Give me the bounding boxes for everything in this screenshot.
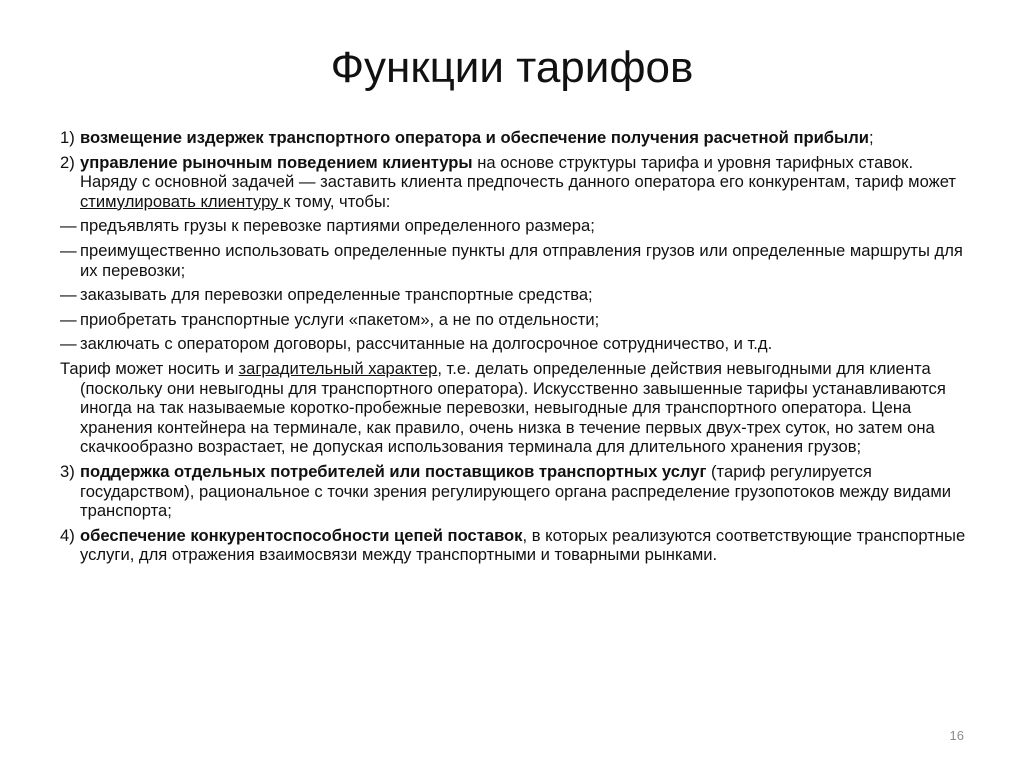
list-text-3 [80,462,970,521]
dash-item-3 [60,285,970,305]
dash-item-2 [60,241,970,280]
list-item-3 [60,462,970,521]
dash-text-3: заказывать для перевозки определенные транспортные средства; [80,285,593,305]
list-item-4 [60,526,970,565]
dash-text-4: приобретать транспортные услуги «пакетом», а не по отдельности; [80,309,600,329]
text-rest-3: (тариф регулируется государством), рациональное с точки зрения регулирующего органа распределение грузопотоков между видами транспорта; [80,461,952,521]
dash-text-1: предъявлять грузы к перевозке партиями определенного размера; [80,216,595,236]
list-item-2 [60,153,970,212]
list-item-1 [60,128,970,148]
dash-item-5 [60,334,970,354]
list-marker-1: 1) [60,128,75,147]
list-text-2 [80,153,970,212]
dash-item-1 [60,216,970,236]
page-number: 16 [949,728,964,743]
text-rest-1: ; [868,128,874,147]
bold-phrase-3: поддержка отдельных потребителей или поставщиков транспортных услуг [80,461,707,481]
dash-item-4 [60,310,970,330]
dash-marker-3: — [60,285,77,305]
text-rest-4: , в которых реализуются соответствующие транспортные услуги, для отражения взаимосвязи между транспортными и товарными рынками. [80,525,966,565]
paragraph-barrier-tariff [60,359,970,457]
dash-text-5: заключать с оператором договоры, рассчитанные на долгосрочное сотрудничество, и т.д. [80,334,773,354]
text-before-underline-p1: Тариф может носить и [60,358,239,378]
dash-marker-1: — [60,216,77,236]
slide-content [60,128,970,570]
list-text-4 [80,526,970,565]
text-after-underline-2: к тому, чтобы: [283,191,391,211]
text-after-underline-p1: , т.е. делать определенные действия невыгодными для клиента (поскольку они невыгодны для транспортного оператора). Искусственно завышенные тарифы устанавливаются иногда на так называемые коротко-пробежные перевозки, невыгодные для транспортного оператора. Цена хранения контейнера на терминале, как правило, очень низка в течение первых двух-трех суток, но затем она скачкообразно возрастает, не допуская использования терминала для длительного хранения грузов; [80,358,946,457]
bold-phrase-4: обеспечение конкурентоспособности цепей поставок [80,525,523,545]
dash-marker-4: — [60,309,77,329]
underlined-phrase-p1: заградительный характер [238,358,438,378]
list-marker-4: 4) [60,525,75,545]
list-marker-2: 2) [60,152,75,172]
bold-phrase-2: управление рыночным поведением клиентуры [80,152,473,172]
dash-marker-2: — [60,240,77,260]
dash-marker-5: — [60,334,77,354]
dash-text-2: преимущественно использовать определенные пункты для отправления грузов или определенные маршруты для их перевозки; [80,240,963,280]
list-marker-3: 3) [60,461,75,481]
underlined-phrase-2: стимулировать клиентуру [80,191,284,211]
text-before-underline-2: на основе структуры тарифа и уровня тарифных ставок. Наряду с основной задачей — заставить клиента предпочесть данного оператора его конкурентам, тариф может [80,152,956,192]
bold-phrase-1: возмещение издержек транспортного оператора и обеспечение получения расчетной прибыли [80,128,869,147]
slide-title: Функции тарифов [330,43,694,92]
list-text-1 [80,128,970,148]
